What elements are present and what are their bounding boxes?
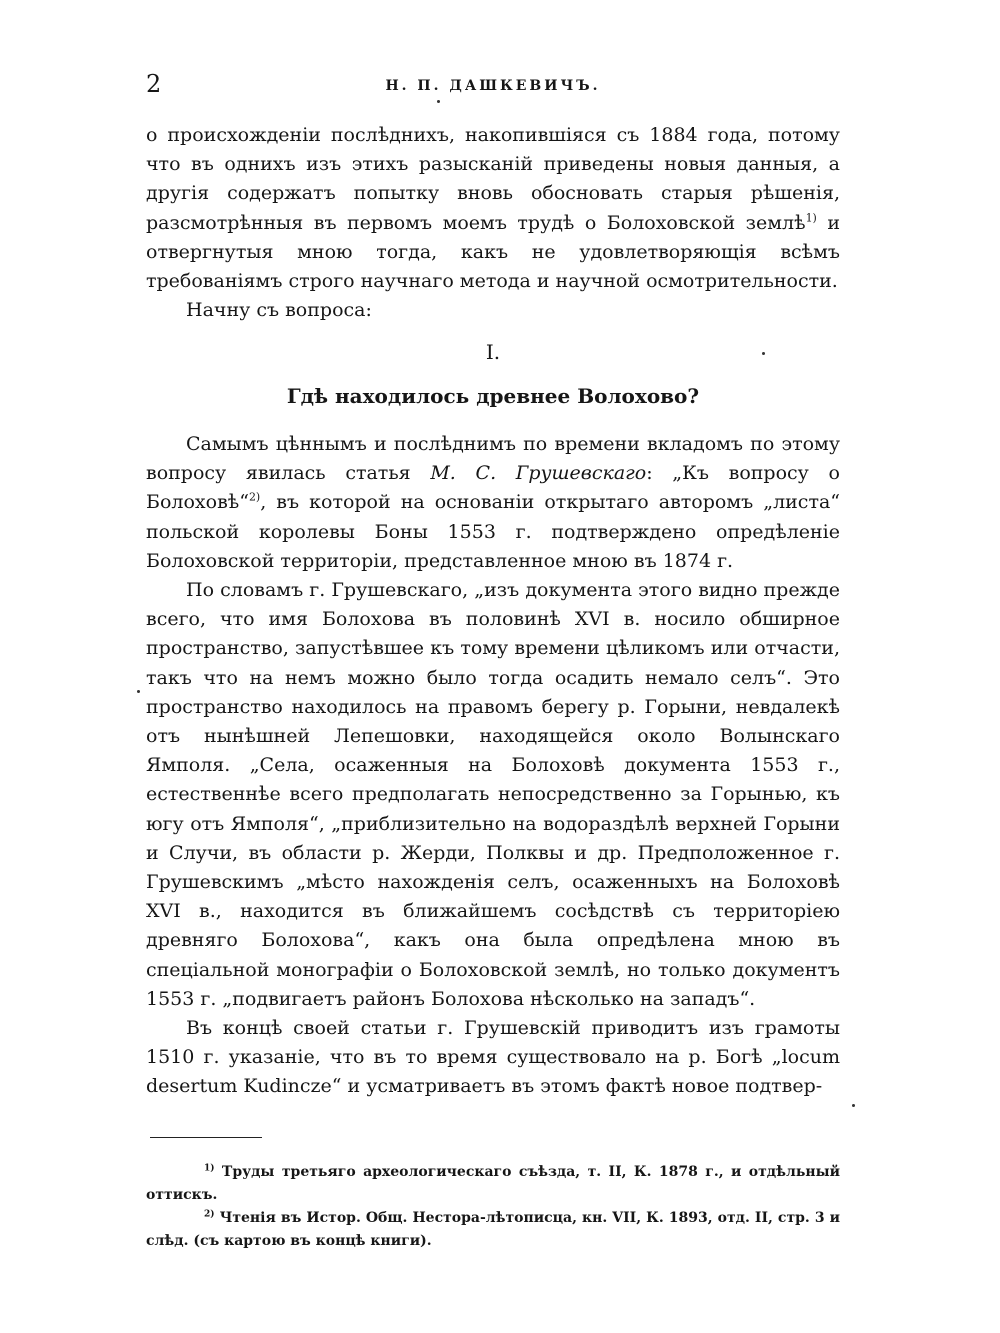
footnote-2 [146,1207,840,1253]
intro-paragraph [146,121,840,296]
paragraph-1-end: , въ которой на основаніи открытаго авторомъ „листа“ польской королевы Боны 1553 г. подтверждено опредѣленіе Болоховской территоріи, представленное мною въ 1874 г. [146,491,840,572]
cited-author: М. С. Грушевскаго [430,462,647,485]
intro-text: о происхожденіи послѣднихъ, накопившіяся съ 1884 года, потому что въ однихъ изъ этихъ разысканій приведены новыя данныя, а другія содержатъ попытку вновь обосновать старыя рѣшенія, разсмотрѣнныя въ первомъ моемъ трудѣ о Болоховской землѣ [146,124,840,234]
footnote-2-text: Чтенія въ Истор. Общ. Нестора-лѣтописца, кн. VII, К. 1893, отд. II, стр. 3 и слѣд. (съ картою въ концѣ книги). [146,1210,840,1249]
paragraph-1-title: : „Къ вопросу о Болоховѣ“ [146,462,840,514]
paragraph-1-start: Самымъ цѣннымъ и послѣднимъ по времени вкладомъ по этому вопросу явилась статья [146,433,840,485]
paragraph-3: Въ концѣ своей статьи г. Грушевскій приводитъ изъ грамоты 1510 г. указаніе, что въ то время существовало на р. Богѣ „locum desertum Kudincze“ и усматриваетъ въ этомъ фактѣ новое подтвер- [146,1017,840,1098]
footnote-ref-1: 1) [805,211,817,225]
running-head [146,70,840,104]
section-number: I. [485,340,501,364]
paragraph-2: По словамъ г. Грушевскаго, „изъ документа этого видно прежде всего, что имя Болохова въ половинѣ XVI в. носило обширное пространство, запустѣвшее къ тому времени цѣликомъ или отчасти, такъ что на немъ можно было тогда осадить немало селъ“. Это пространство находилось на правомъ берегу р. Горыни, невдалекѣ отъ нынѣшней Лепешовки, находящейся около Волынскаго Ямполя. „Села, осаженныя на Болоховѣ документа 1553 г., естественнѣе всего предполагать непосредственно за Горынью, къ югу отъ Ямполя“, „приблизительно на водораздѣлѣ верхней Горыни и Случи, въ области р. Жерди, Полквы и др. Предположенное г. Грушевскимъ „мѣсто нахожденія селъ, осаженныхъ на Болоховѣ XVI в., находится въ ближайшемъ сосѣдствѣ съ территоріею древняго Болохова“, какъ она была опредѣлена мною въ спеціальной монографіи о Болоховской землѣ, но только документъ 1553 г. „подвигаетъ районъ Болохова нѣсколько на западъ“. [146,579,840,1010]
footnote-separator [150,1137,262,1138]
intro-text-end: и отвергнутыя мною тогда, какъ не удовлетворяющія всѣмъ требованіямъ строго научнаго метода и научной осмотрительности. [146,211,841,293]
footnotes [146,1161,840,1253]
print-speck [762,352,765,355]
footnote-1 [146,1161,840,1207]
running-head-author: Н. П. ДАШКЕВИЧЪ. [385,78,601,94]
main-text [146,430,840,1102]
section-title: Гдѣ находилось древнее Волохово? [286,384,700,408]
print-speck [852,1104,855,1107]
lead-in: Начну съ вопроса: [186,299,372,322]
footnote-1-marker: 1) [204,1163,215,1174]
paragraph-1 [146,430,840,576]
print-speck [137,690,140,693]
intro-block [146,121,840,325]
footnote-2-marker: 2) [204,1209,215,1220]
footnote-1-text: Труды третьяго археологическаго съѣзда, т. II, К. 1878 г., и отдѣльный оттискъ. [146,1164,840,1203]
print-speck [437,100,440,103]
page-number: 2 [146,70,162,98]
footnote-ref-2: 2) [248,491,261,505]
